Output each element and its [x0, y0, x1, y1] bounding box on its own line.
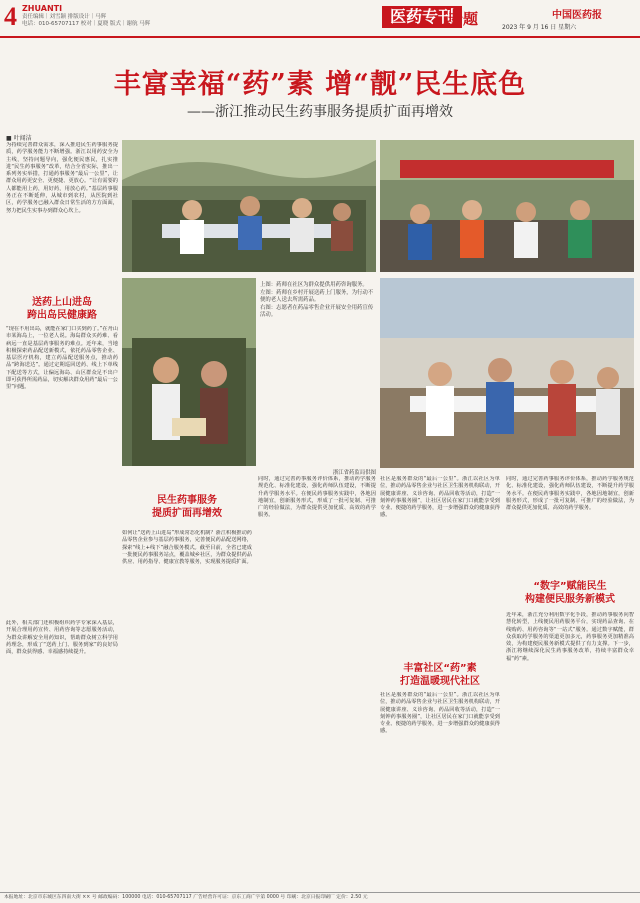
section-title-island-delivery	[6, 296, 118, 322]
section-title-text: 民生药事服务 提质扩面再增效	[152, 495, 222, 519]
column5-top-body: 社区是服务群众的“最后一公里”。浙江以社区为单位，推动药品零售企业与社区卫生服务机构联动，开展健康讲座、义诊咨询、药品回收等活动，打造“一刻钟药事服务圈”，让社区居民在家门口就能享受到专业、便捷的药学服务，进一步增强群众的健康获得感。	[380, 476, 500, 519]
masthead	[0, 0, 640, 38]
section3-body: 社区是服务群众的“最后一公里”。浙江以社区为单位，推动药品零售企业与社区卫生服务机构联动，开展健康讲座、义诊咨询、药品回收等活动，打造“一刻钟药事服务圈”，让社区居民在家门口就能享受到专业、便捷的药学服务，进一步增强群众的健康获得感。	[380, 692, 500, 735]
section-title-digital	[506, 580, 634, 606]
photo-rural-delivery	[122, 278, 256, 466]
footer-imprint: 本报地址：北京市东城区东四南大街 ×× 号 邮政编码：100000 电话：010-65707117 广告经营许可证：京东工商广字第 0000 号 印刷：北京日报印刷厂 定价：2.50 元	[0, 892, 640, 903]
section-title-community	[380, 662, 500, 688]
header-rule	[0, 36, 640, 38]
section-title-text: 送药上山进岛 跨出岛民健康路	[27, 297, 97, 321]
caption-line-3: 右图：志愿者在药品零售企业开展安全用药宣传活动。	[260, 304, 374, 318]
intro-text: 为持续完善群众需求，深入推进民生药事服务提质，药学服务能力不断增强。浙江以用药安全为主线，坚持问题导向，强化便民惠民，扎实推进“民生药事服务”改革，结合全省实际，推出一系列务实举措，打通药事服务“最后一公里”，让群众用药更安全、更便捷、更放心。“让有需要的人都能用上药，用好药，用放心药。”基层药事服务正在不断延伸，从城市到农村，从医院到社区，药学服务已融入群众日常生活的方方面面，努力把民生实事办到群众心坎上。	[6, 142, 118, 214]
edition-brand: ZHUANTI	[22, 4, 63, 13]
section2-body: 如何让“送药上山进岛”形成常态化机制？浙江积极推动药品零售企业参与基层药事服务，完善便民药品配送网络，探索“线上+线下”融合服务模式。截至目前，全省已建成一批便民药事服务站点，覆盖城乡社区，为群众提供药品供应、用药指导、健康宣教等服务，实现服务提质扩面。	[122, 530, 252, 566]
page-number: 4	[4, 2, 17, 31]
photo-pharmacist-consultation	[122, 140, 376, 272]
paper-name: 中国医药报	[552, 10, 602, 21]
editor-line: 责任编辑｜刘雪颖 排版设计｜马辉	[22, 14, 107, 20]
section4-body: 近年来，浙江充分利用数字化手段，推动药事服务向智慧化转型，上线便民用药服务平台，实现药品查询、在线购药、用药咨询等“一站式”服务。通过数字赋能，群众获取药学服务的渠道更加多元，药事服务更加精准高效，为构建便民服务新模式提供了有力支撑。下一步，浙江将继续深化民生药事服务改革，持续丰富群众幸福“药”素。	[506, 612, 634, 662]
subheadline: ——浙江推动民生药事服务提质扩面再增效	[187, 104, 453, 120]
section-title-text: 丰富社区“药”素 打造温暖现代社区	[400, 663, 480, 687]
photo-caption-block	[260, 282, 376, 320]
column-tag: 医药专刊	[382, 6, 462, 28]
column-tag-special: 专题	[448, 10, 479, 28]
byline: ■ 叶闻洁	[6, 135, 32, 142]
photo-volunteer-event	[380, 140, 634, 272]
section-title-text: “数字”赋能民生 构建便民服务新模式	[525, 581, 615, 605]
section-title-quality-expansion	[122, 494, 252, 520]
section1-body-cont: 此外，相关部门还积极组织药学专家深入基层，开展合理用药宣传、用药咨询等志愿服务活动，为群众讲解安全用药知识，帮助群众树立科学用药理念，形成了“送药上门、服务到家”的良好局面，群众获得感、幸福感持续提升。	[6, 620, 118, 656]
column6-top-body: 同时，通过完善药事服务评价体系，推动药学服务规范化、标准化建设，强化药师队伍建设，不断提升药学服务水平。在便民药事服务实践中，各地因地制宜，创新服务形式，形成了一批可复制、可推广的经验做法，为群众提供更加优质、高效的药学服务。	[506, 476, 634, 512]
issue-date: 2023 年 9 月 16 日 星期六	[502, 24, 577, 31]
caption-line-2: 左图：药师在乡村开展送药上门服务，为行动不便的老人送去所需药品。	[260, 289, 374, 303]
section1-body: “现在不用出岛，就能在家门口买到药了。”在舟山市某海岛上，一位老人说。海岛群众买药难、看病远一直是基层药事服务的难点。近年来，当地积极探索药品配送新模式，依托药品零售企业、基层医疗机构，建立药品配送服务点，推动药品“跨海送达”。通过定期巡回送药、线上下单线下配送等方式，让偏远海岛、山区群众足不出户即可获得所需药品，切实解决群众用药“最后一公里”问题。	[6, 326, 118, 391]
phone-line: 电话：010-65707117 校对｜夏晓 版式｜谢航 马辉	[22, 21, 151, 27]
editor-info	[22, 14, 150, 28]
photo-source: 浙江省药监局供图	[332, 470, 376, 476]
column4-body: 同时，通过完善药事服务评价体系，推动药学服务规范化、标准化建设，强化药师队伍建设，不断提升药学服务水平。在便民药事服务实践中，各地因地制宜，创新服务形式，形成了一批可复制、可推广的经验做法，为群众提供更加优质、高效的药学服务。	[258, 476, 376, 519]
caption-line-1: 上图：药师在社区为群众提供用药咨询服务。	[260, 282, 368, 288]
photo-community-pharmacy	[380, 278, 634, 468]
headline: 丰富幸福“药”素 增“靓”民生底色	[113, 69, 527, 100]
